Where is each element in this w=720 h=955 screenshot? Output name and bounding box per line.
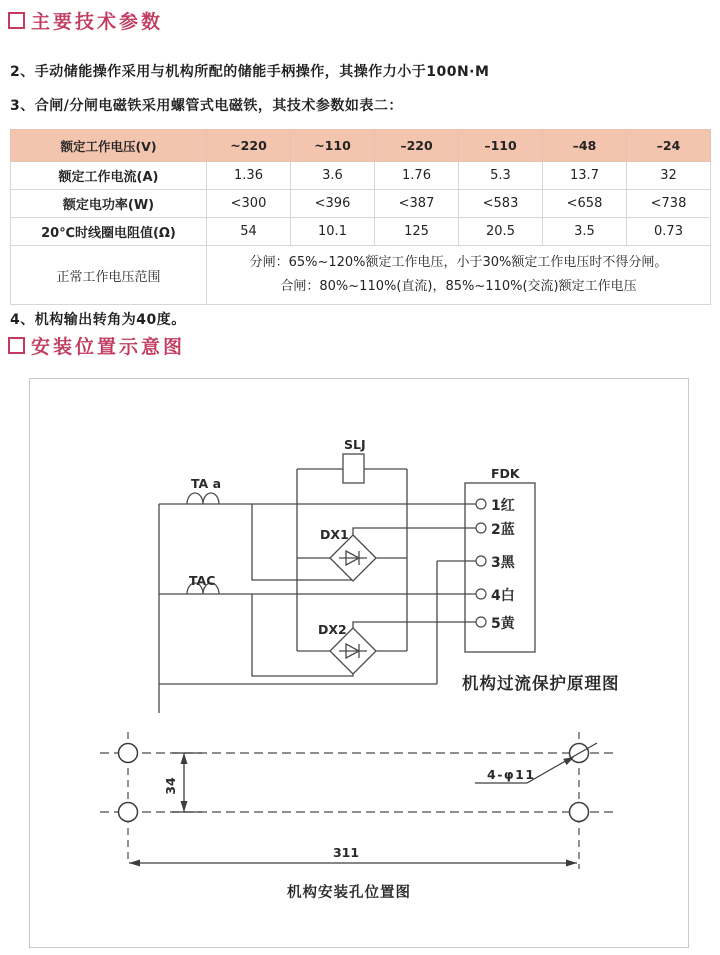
section-square-icon xyxy=(8,12,25,29)
slj-coil xyxy=(343,454,364,483)
row-label: 正常工作电压范围 xyxy=(11,246,207,305)
dim311-arrow-left xyxy=(129,860,140,867)
dimension-311 xyxy=(129,845,577,867)
section-title-text: 安装位置示意图 xyxy=(31,336,186,358)
diagram-frame xyxy=(29,378,689,948)
table-header-value: ~110 xyxy=(291,130,375,162)
section-square-icon xyxy=(8,337,25,354)
cell: 3.6 xyxy=(291,162,375,190)
fdk-label: FDK xyxy=(491,466,520,481)
dx1-label: DX1 xyxy=(320,527,349,542)
table-header-value: –24 xyxy=(627,130,711,162)
mounting-caption: 机构安装孔位置图 xyxy=(287,885,411,901)
terminal-label-4: 4白 xyxy=(491,588,515,604)
row-label: 额定工作电流(A) xyxy=(11,162,207,190)
cell: 1.76 xyxy=(375,162,459,190)
wire-dx2-top-terminal5 xyxy=(353,622,476,628)
hole-leader-arrow xyxy=(563,757,574,765)
table-row xyxy=(11,162,711,190)
taa-ct-symbol xyxy=(187,493,219,504)
schematic-svg xyxy=(30,379,687,946)
cell: 13.7 xyxy=(543,162,627,190)
row-label: 额定电功率(W) xyxy=(11,190,207,218)
cell: 32 xyxy=(627,162,711,190)
cell: <300 xyxy=(207,190,291,218)
paragraph-item-2: 2、手动储能操作采用与机构所配的储能手柄操作，其操作力小于100N·M xyxy=(10,64,490,80)
wire-dx1-bottom xyxy=(252,504,352,580)
cell: 54 xyxy=(207,218,291,246)
table-header-label: 额定工作电压(V) xyxy=(11,130,207,162)
mounting-hole xyxy=(570,803,589,822)
voltage-range-cell xyxy=(207,246,711,305)
range-line-close: 合闸：80%~110%(直流)，85%~110%(交流)额定工作电压 xyxy=(280,279,637,294)
fdk-terminal-circle xyxy=(476,556,486,566)
mounting-hole xyxy=(119,744,138,763)
dim34-text: 34 xyxy=(163,777,178,795)
fdk-terminal-circle xyxy=(476,523,486,533)
dim311-arrow-right xyxy=(566,860,577,867)
table-row xyxy=(11,190,711,218)
dim34-arrow-down xyxy=(181,801,188,812)
tac-label: TAC xyxy=(189,573,216,588)
cell: <583 xyxy=(459,190,543,218)
section-title-install-diagram xyxy=(8,332,185,359)
cell: 5.3 xyxy=(459,162,543,190)
row-label: 20℃时线圈电阻值(Ω) xyxy=(11,218,207,246)
table-header-value: ~220 xyxy=(207,130,291,162)
fdk-terminal-circle xyxy=(476,589,486,599)
table-header-row xyxy=(11,130,711,162)
cell: 0.73 xyxy=(627,218,711,246)
voltage-range-row xyxy=(11,246,711,305)
table-header-value: –110 xyxy=(459,130,543,162)
circuit-caption: 机构过流保护原理图 xyxy=(462,674,620,693)
slj-label: SLJ xyxy=(344,437,366,452)
cell: <396 xyxy=(291,190,375,218)
cell: 3.5 xyxy=(543,218,627,246)
dim311-text: 311 xyxy=(332,845,360,860)
dx2-label: DX2 xyxy=(318,622,347,637)
terminal-label-3: 3黑 xyxy=(491,555,515,571)
cell: 20.5 xyxy=(459,218,543,246)
cell: <738 xyxy=(627,190,711,218)
paragraph-item-3: 3、合闸/分闸电磁铁采用螺管式电磁铁，其技术参数如表二： xyxy=(10,98,403,114)
fdk-terminal-circle xyxy=(476,617,486,627)
wire-dx1-top-terminal2 xyxy=(353,528,476,535)
terminal-label-1: 1红 xyxy=(491,498,515,514)
mounting-hole xyxy=(119,803,138,822)
terminal-label-5: 5黄 xyxy=(491,616,515,632)
cell: 1.36 xyxy=(207,162,291,190)
dim34-arrow-up xyxy=(181,753,188,764)
tech-parameters-table xyxy=(10,129,711,305)
taa-label: TA a xyxy=(191,476,222,491)
cell: 125 xyxy=(375,218,459,246)
section-title-tech-params xyxy=(8,7,163,34)
terminal-label-2: 2蓝 xyxy=(491,522,515,538)
section-title-text: 主要技术参数 xyxy=(31,11,164,33)
cell: 10.1 xyxy=(291,218,375,246)
hole-label-text: 4-φ11 xyxy=(487,767,536,782)
dimension-34 xyxy=(163,753,202,812)
table-header-value: –48 xyxy=(543,130,627,162)
range-line-open: 分闸：65%~120%额定工作电压，小于30%额定工作电压时不得分闸。 xyxy=(249,254,668,270)
table-row xyxy=(11,218,711,246)
paragraph-item-4: 4、机构输出转角为40度。 xyxy=(10,312,186,328)
cell: <658 xyxy=(543,190,627,218)
fdk-terminal-circle xyxy=(476,499,486,509)
table-header-value: –220 xyxy=(375,130,459,162)
cell: <387 xyxy=(375,190,459,218)
